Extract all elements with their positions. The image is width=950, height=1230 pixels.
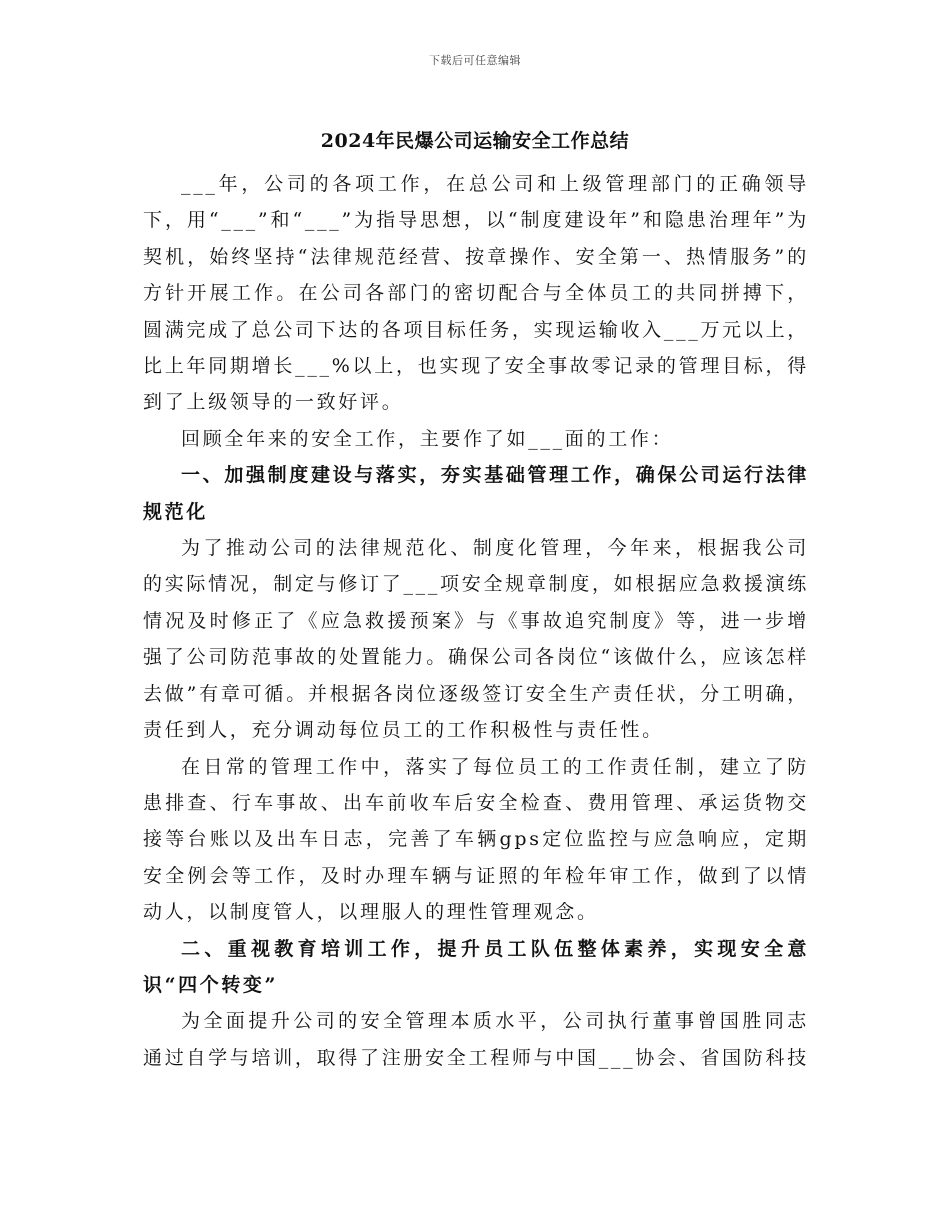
paragraph-review: 回顾全年来的安全工作，主要作了如___面的工作： <box>181 427 674 450</box>
document-body <box>143 166 809 1076</box>
document-title: 2024年民爆公司运输安全工作总结 <box>320 130 630 152</box>
section-heading-1: 一、加强制度建设与落实，夯实基础管理工作，确保公司运行法律规范化 <box>143 464 809 523</box>
paragraph-section1-a: 为了推动公司的法律规范化、制度化管理，今年来，根据我公司的实际情况，制定与修订了___项安全规章制度，如根据应急救援演练情况及时修正了《应急救援预案》与《事故追究制度》等，进一步增强了公司防范事故的处置能力。确保公司各岗位“该做什么，应该怎样去做”有章可循。并根据各岗位逐级签订安全生产责任状，分工明确，责任到人，充分调动每位员工的工作积极性与责任性。 <box>143 537 809 742</box>
paragraph-intro: ___年，公司的各项工作，在总公司和上级管理部门的正确领导下，用“___”和“___”为指导思想，以“制度建设年”和隐患治理年”为契机，始终坚持“法律规范经营、按章操作、安全第一、热情服务”的方针开展工作。在公司各部门的密切配合与全体员工的共同拼搏下，圆满完成了总公司下达的各项目标任务，实现运输收入___万元以上，比上年同期增长___%以上，也实现了安全事故零记录的管理目标，得到了上级领导的一致好评。 <box>143 173 809 414</box>
section-heading-2: 二、重视教育培训工作，提升员工队伍整体素养，实现安全意识“四个转变” <box>143 937 809 996</box>
paragraph-section2-a: 为全面提升公司的安全管理本质水平，公司执行董事曾国胜同志通过自学与培训，取得了注册安全工程师与中国___协会、省国防科技 <box>143 1010 809 1069</box>
header-note: 下载后可任意编辑 <box>429 54 521 67</box>
paragraph-section1-b: 在日常的管理工作中，落实了每位员工的工作责任制，建立了防患排查、行车事故、出车前收车后安全检查、费用管理、承运货物交接等台账以及出车日志，完善了车辆gps定位监控与应急响应，定期安全例会等工作，及时办理车辆与证照的年检年审工作，做到了以情动人，以制度管人，以理服人的理性管理观念。 <box>143 755 809 924</box>
